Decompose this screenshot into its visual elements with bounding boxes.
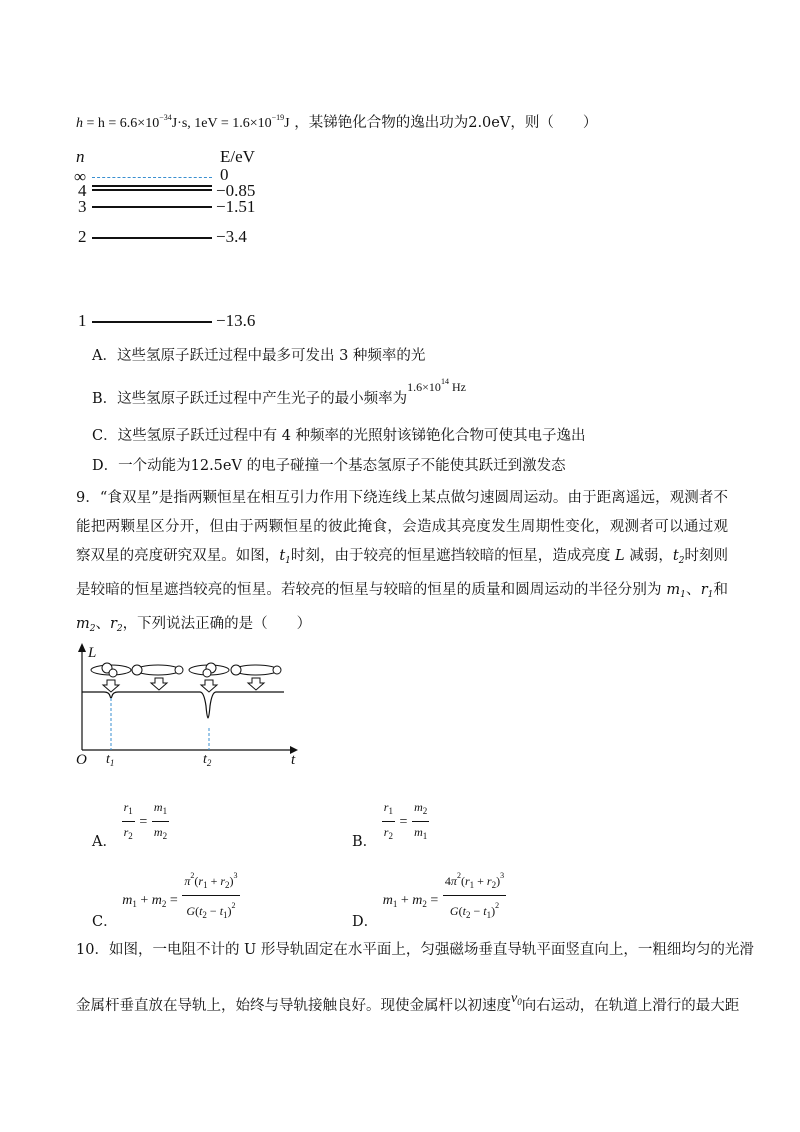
energy-level-diagram xyxy=(70,145,300,335)
level-line-inf xyxy=(92,177,212,178)
level-e-inf: 0 xyxy=(220,165,229,184)
q9-option-a: A． $\frac{r_1}{r_2}$ = $\frac{m_1}{m_2}$ xyxy=(92,797,169,846)
level-e-3: −1.51 xyxy=(216,197,256,216)
q8-option-b: B．这些氢原子跃迁过程中产生光子的最小频率为$^{1.6\times 10^{14} Hz}$ xyxy=(92,377,466,407)
graph-x-label: t xyxy=(291,752,296,768)
graph-y-label: L xyxy=(88,645,97,661)
level-n-2: 2 xyxy=(78,227,87,246)
level-n-3: 3 xyxy=(78,197,87,216)
brightness-graph xyxy=(72,640,312,770)
level-e-1: −13.6 xyxy=(216,311,256,330)
q9-option-c-frac: $\frac{\pi^2(r_1 + r_2)^3}{G(t_2 - t_1)^2}$ xyxy=(182,866,239,925)
q9-option-a-lhs: $\frac{r_1}{r_2}$ xyxy=(122,797,135,846)
e-axis-label: E/eV xyxy=(220,147,255,166)
q9-option-d: D． $m_1 + m_2$ = $\frac{4\pi^2(r_1 + r_2)^3}{G(t_2 - t_1)^2}$ xyxy=(352,866,506,925)
q9-option-b: B． $\frac{r_1}{r_2}$ = $\frac{m_2}{m_1}$ xyxy=(352,797,429,846)
level-e-2: −3.4 xyxy=(216,227,247,246)
constants-formula: $h = h = 6.6\times 10^{-34}J\cdot s$, $1eV = 1.6\times 10^{-19}J$ xyxy=(76,113,290,131)
q9-option-c: C． $m_1 + m_2$ = $\frac{\pi^2(r_1 + r_2)^3}{G(t_2 - t_1)^2}$ xyxy=(92,866,240,925)
level-line-3 xyxy=(92,206,212,208)
q9-option-a-rhs: $\frac{m_1}{m_2}$ xyxy=(152,797,169,846)
q8-option-b-value: 1.6×1014 Hz xyxy=(407,377,466,394)
level-line-4b xyxy=(92,189,212,191)
level-n-1: 1 xyxy=(78,311,87,330)
q9-question-text: 9．“食双星”是指两颗恒星在相互引力作用下绕连线上某点做匀速圆周运动。由于距离遥远，观测者不能把两颗星区分开，但由于两颗恒星的彼此掩食，会造成其亮度发生周期性变化，观测者可以通过观察双星的亮度研究双星。如图，$t_1$时刻，由于较亮的恒星遮挡较暗的恒星，造成亮度 L 减弱，$t_2$时刻则是较暗的恒星遮挡较亮的恒星。若较亮的恒星与较暗的恒星的质量和圆周运动的半径分别为 $m_1$、$r_1$和 $m_2$、$r_2$，下列说法正确的是（ ） xyxy=(76,490,729,634)
level-n-4: 4 xyxy=(78,181,87,200)
q8-option-d: D．一个动能为12.5eV 的电子碰撞一个基态氢原子不能使其跃迁到激发态 xyxy=(92,458,566,474)
level-line-4 xyxy=(92,185,212,187)
constants-line xyxy=(76,108,597,134)
constants-text: ，某锑铯化合物的逸出功为2.0eV，则（ ） xyxy=(294,115,598,131)
q9-option-b-rhs: $\frac{m_2}{m_1}$ xyxy=(412,797,429,846)
level-line-2 xyxy=(92,237,212,239)
graph-t2: $t_2$ xyxy=(203,752,212,768)
q8-option-a: A．这些氢原子跃迁过程中最多可发出 3 种频率的光 xyxy=(92,348,426,364)
q10-v0: $v_0$ xyxy=(511,991,522,1007)
q10-line-2: 金属杆垂直放在导轨上，始终与导轨接触良好。现使金属杆以初速度$v_0$向右运动，在轨道上滑行的最大距 xyxy=(76,991,740,1014)
n-axis-label: n xyxy=(76,147,85,166)
level-n-inf: ∞ xyxy=(74,167,87,186)
q10-line-1: 10．如图，一电阻不计的 U 形导轨固定在水平面上，匀强磁场垂直导轨平面竖直向上，一粗细均匀的光滑 xyxy=(76,942,754,958)
q9-option-b-lhs: $\frac{r_1}{r_2}$ xyxy=(382,797,395,846)
q9-option-d-frac: $\frac{4\pi^2(r_1 + r_2)^3}{G(t_2 - t_1)^2}$ xyxy=(443,866,506,925)
level-line-1 xyxy=(92,321,212,323)
graph-origin: O xyxy=(76,752,87,768)
q8-option-c: C．这些氢原子跃迁过程中有 4 种频率的光照射该锑铯化合物可使其电子逸出 xyxy=(92,428,586,444)
graph-t1: $t_1$ xyxy=(106,752,115,768)
level-e-4: −0.85 xyxy=(216,181,256,200)
